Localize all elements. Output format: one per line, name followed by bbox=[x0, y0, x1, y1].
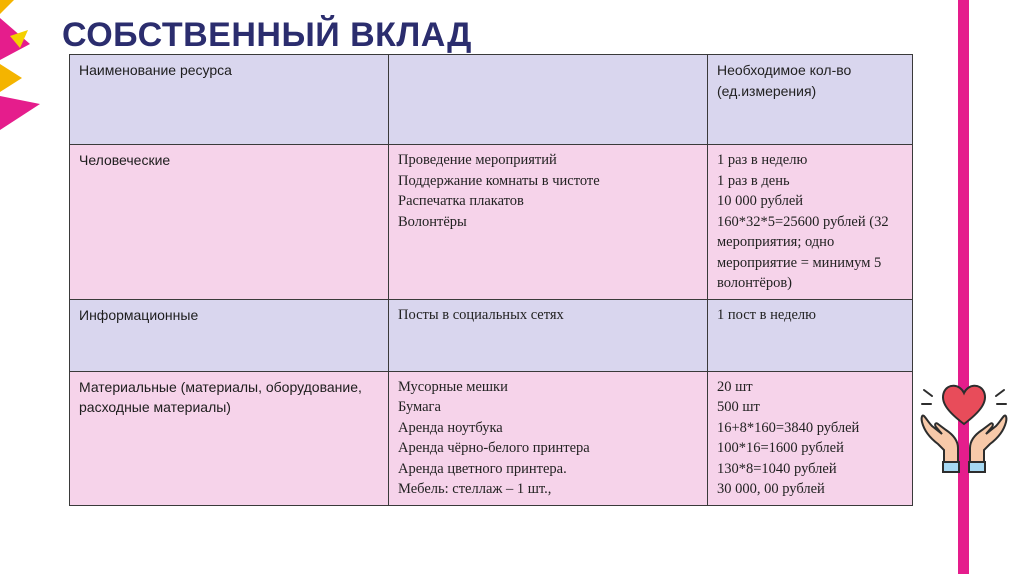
list-item: Бумага bbox=[398, 399, 441, 415]
resource-quantities bbox=[708, 145, 913, 300]
list-item: Мебель: стеллаж – 1 шт., bbox=[398, 481, 552, 497]
list-item: Посты в социальных сетях bbox=[398, 306, 564, 323]
hands-holding-heart-icon bbox=[918, 378, 1010, 474]
quantity-item: 500 шт bbox=[717, 399, 760, 415]
header-quantity: Необходимое кол-во (ед.измерения) bbox=[708, 55, 913, 145]
list-item: Проведение мероприятий bbox=[398, 152, 557, 168]
resource-quantities bbox=[708, 371, 913, 505]
table-row bbox=[70, 299, 913, 371]
resource-name: Материальные (материалы, оборудование, расходные материалы) bbox=[70, 371, 389, 505]
table-row bbox=[70, 145, 913, 300]
resource-name: Человеческие bbox=[70, 145, 389, 300]
page-title: СОБСТВЕННЫЙ ВКЛАД bbox=[62, 16, 472, 54]
header-blank bbox=[389, 55, 708, 145]
quantity-item: 16+8*160=3840 рублей bbox=[717, 419, 860, 436]
resource-items bbox=[389, 299, 708, 371]
quantity-item: 30 000, 00 рублей bbox=[717, 481, 825, 497]
resource-items bbox=[389, 145, 708, 300]
quantity-item: 100*16=1600 рублей bbox=[717, 440, 844, 456]
flower-petals-icon bbox=[0, 0, 48, 140]
list-item: Аренда чёрно-белого принтера bbox=[398, 440, 590, 456]
table-header-row bbox=[70, 55, 913, 145]
quantity-item: 160*32*5=25600 рублей (32 мероприятия; одно мероприятие = минимум 5 волонтёров) bbox=[717, 213, 889, 291]
resource-items bbox=[389, 371, 708, 505]
resource-name: Информационные bbox=[70, 299, 389, 371]
quantity-item: 1 пост в неделю bbox=[717, 306, 817, 323]
list-item: Аренда ноутбука bbox=[398, 419, 503, 436]
list-item: Аренда цветного принтера. bbox=[398, 460, 567, 477]
quantity-item: 1 раз в неделю bbox=[717, 152, 808, 168]
list-item: Распечатка плакатов bbox=[398, 193, 524, 209]
table-row bbox=[70, 371, 913, 505]
header-resource-name: Наименование ресурса bbox=[70, 55, 389, 145]
quantity-item: 130*8=1040 рублей bbox=[717, 460, 837, 477]
resource-quantities bbox=[708, 299, 913, 371]
list-item: Поддержание комнаты в чистоте bbox=[398, 172, 600, 189]
quantity-item: 1 раз в день bbox=[717, 172, 790, 189]
list-item: Волонтёры bbox=[398, 213, 467, 230]
quantity-item: 10 000 рублей bbox=[717, 193, 804, 209]
resource-table bbox=[69, 54, 913, 506]
accent-vertical-bar bbox=[958, 0, 969, 574]
quantity-item: 20 шт bbox=[717, 378, 753, 395]
list-item: Мусорные мешки bbox=[398, 378, 508, 395]
